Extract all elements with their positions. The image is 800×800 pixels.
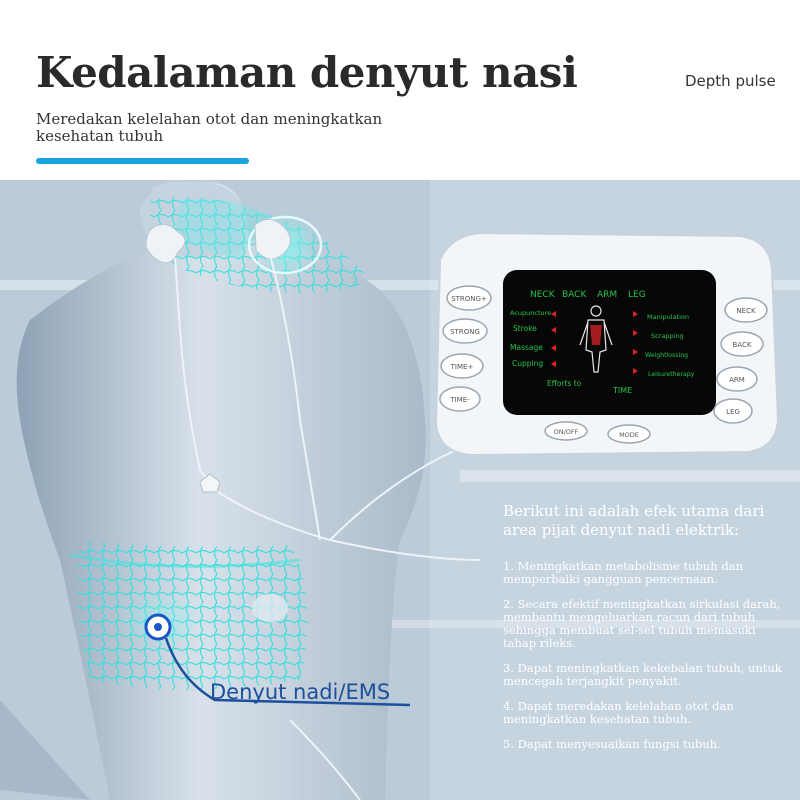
effect-item-5: 5. Dapat menyesuaikan fungsi tubuh. <box>503 737 721 751</box>
leg-button[interactable] <box>714 399 752 423</box>
arm-label: ARM <box>729 376 745 384</box>
back-button[interactable] <box>721 332 763 356</box>
strong-plus-button[interactable] <box>447 286 491 310</box>
neck-label: NECK <box>736 307 756 315</box>
effects-heading: Berikut ini adalah efek utama dari area pijat denyut nadi elektrik: <box>503 502 765 539</box>
page-title: Kedalaman denyut nasi <box>36 48 578 97</box>
screen-time-label: TIME <box>613 386 633 395</box>
time-minus-button[interactable] <box>440 387 480 411</box>
screen-efforts-label: Efforts to <box>547 379 582 388</box>
page-subtitle: Meredakan kelelahan otot dan meningkatkan kesehatan tubuh <box>36 110 383 145</box>
on-off-label: ON/OFF <box>553 428 579 436</box>
time-plus-button[interactable] <box>441 354 483 378</box>
mode-label: MODE <box>619 431 639 439</box>
screen-mode-left-3: Massage <box>510 343 543 352</box>
strong-label: STRONG <box>450 328 480 336</box>
effect-item-1: 1. Meningkatkan metabolisme tubuh dan memperbaiki gangguan pencernaan. <box>503 559 743 586</box>
accent-bar <box>36 158 249 164</box>
time-plus-label: TIME+ <box>450 363 474 371</box>
on-off-button[interactable] <box>545 422 587 440</box>
effect-item-4: 4. Dapat meredakan kelelahan otot dan meningkatkan kesehatan tubuh. <box>503 699 734 726</box>
neck-button[interactable] <box>725 298 767 322</box>
header <box>0 0 800 180</box>
screen-mode-right-4: Leisuretherapy <box>648 371 695 378</box>
screen-mode-right-3: Weightlossing <box>645 352 689 359</box>
effect-item-2: 2. Secara efektif meningkatkan sirkulasi darah, membantu mengeluarkan racun dari tubuh sehingga membuat sel-sel tubuh memasuki tahap rileks. <box>503 597 781 650</box>
screen-top-neck: NECK <box>530 290 555 300</box>
screen-top-back: BACK <box>562 290 587 300</box>
screen-mode-right-1: Manipulation <box>647 313 690 321</box>
mode-button[interactable] <box>608 425 650 443</box>
effect-item-3: 3. Dapat meningkatkan kekebalan tubuh, untuk mencegah terjangkit penyakit. <box>503 661 782 688</box>
leg-label: LEG <box>726 408 740 416</box>
strong-plus-label: STRONG+ <box>451 295 487 303</box>
screen-mode-left-2: Stroke <box>513 324 537 333</box>
pulse-ems-label: Denyut nadi/EMS <box>210 680 391 704</box>
screen-mode-left-1: Acupuncture <box>510 309 552 317</box>
effects-panel <box>503 502 783 763</box>
screen-top-leg: LEG <box>628 290 646 300</box>
screen-top-arm: ARM <box>597 290 618 300</box>
screen-mode-right-2: Scrapping <box>651 332 684 340</box>
strong-button[interactable] <box>443 319 487 343</box>
body-figure-highlight <box>590 325 602 345</box>
time-minus-label: TIME- <box>450 396 470 404</box>
screen-mode-left-4: Cupping <box>512 359 544 368</box>
arm-button[interactable] <box>717 367 757 391</box>
english-label: Depth pulse <box>685 72 776 90</box>
back-label: BACK <box>732 341 752 349</box>
